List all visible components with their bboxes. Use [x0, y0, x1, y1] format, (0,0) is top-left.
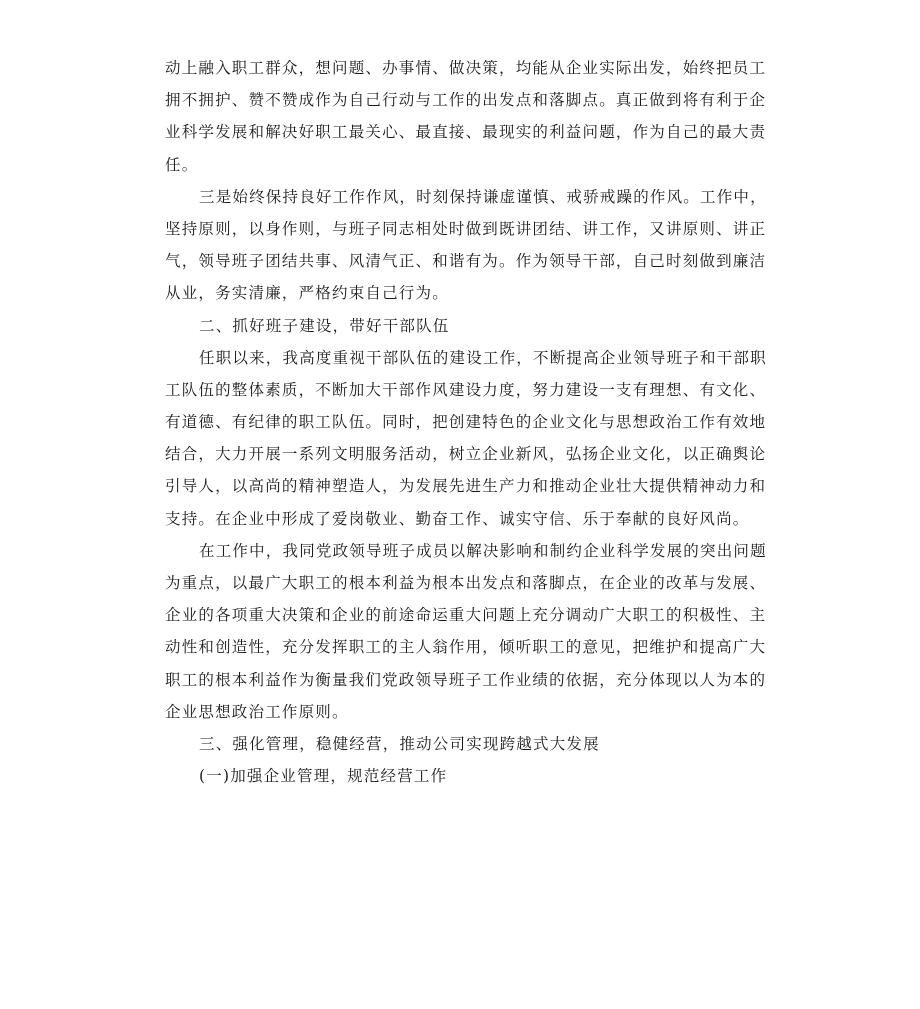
- text-line: 从业，务实清廉，严格约束自己行为。: [165, 284, 449, 303]
- text-line: 引导人，以高尚的精神塑造人，为发展先进生产力和推动企业壮大提供精神动力和: [165, 477, 767, 496]
- text-line: 坚持原则，以身作则，与班子同志相处时做到既讲团结、讲工作，又讲原则、讲正: [165, 219, 767, 238]
- text-line: 任职以来，我高度重视干部队伍的建设工作，不断提高企业领导班子和干部职: [199, 348, 767, 367]
- text-line: 动上融入职工群众，想问题、办事情、做决策，均能从企业实际出发，始终把员工: [165, 59, 767, 77]
- text-line: 三是始终保持良好工作作风，时刻保持谦虚谨慎、戒骄戒躁的作风。工作中，: [199, 187, 767, 206]
- text-line: 三、强化管理，稳健经营，推动公司实现跨越式大发展: [199, 734, 600, 753]
- document-body: [165, 52, 767, 792]
- text-line: (一)加强企业管理，规范经营工作: [199, 767, 448, 786]
- text-line: 工队伍的整体素质，不断加大干部作风建设力度，努力建设一支有理想、有文化、: [165, 380, 767, 399]
- text-line: 在工作中，我同党政领导班子成员以解决影响和制约企业科学发展的突出问题: [199, 541, 767, 560]
- text-line: 职工的根本利益作为衡量我们党政领导班子工作业绩的依据，充分体现以人为本的: [165, 670, 767, 689]
- text-line: 企业思想政治工作原则。: [165, 702, 349, 721]
- text-line: 为重点，以最广大职工的根本利益为根本出发点和落脚点，在企业的改革与发展、: [165, 574, 767, 592]
- text-line: 动性和创造性，充分发挥职工的主人翁作用，倾听职工的意见，把维护和提高广大: [165, 638, 767, 657]
- text-line: 支持。在企业中形成了爱岗敬业、勤奋工作、诚实守信、乐于奉献的良好风尚。: [165, 509, 750, 528]
- text-line: 业科学发展和解决好职工最关心、最直接、最现实的利益问题，作为自己的最大责: [165, 123, 767, 142]
- text-line: 拥不拥护、赞不赞成作为自己行动与工作的出发点和落脚点。真正做到将有利于企: [165, 91, 767, 110]
- text-line: 气，领导班子团结共事、风清气正、和谐有为。作为领导干部，自己时刻做到廉洁: [165, 252, 767, 271]
- text-line: 有道德、有纪律的职工队伍。同时，把创建特色的企业文化与思想政治工作有效地: [165, 413, 767, 432]
- text-line: 任。: [165, 155, 199, 174]
- text-line: 企业的各项重大决策和企业的前途命运重大问题上充分调动广大职工的积极性、主: [165, 606, 767, 625]
- text-line: 二、抓好班子建设，带好干部队伍: [199, 316, 450, 335]
- text-line: 结合，大力开展一系列文明服务活动，树立企业新风，弘扬企业文化，以正确舆论: [165, 445, 767, 464]
